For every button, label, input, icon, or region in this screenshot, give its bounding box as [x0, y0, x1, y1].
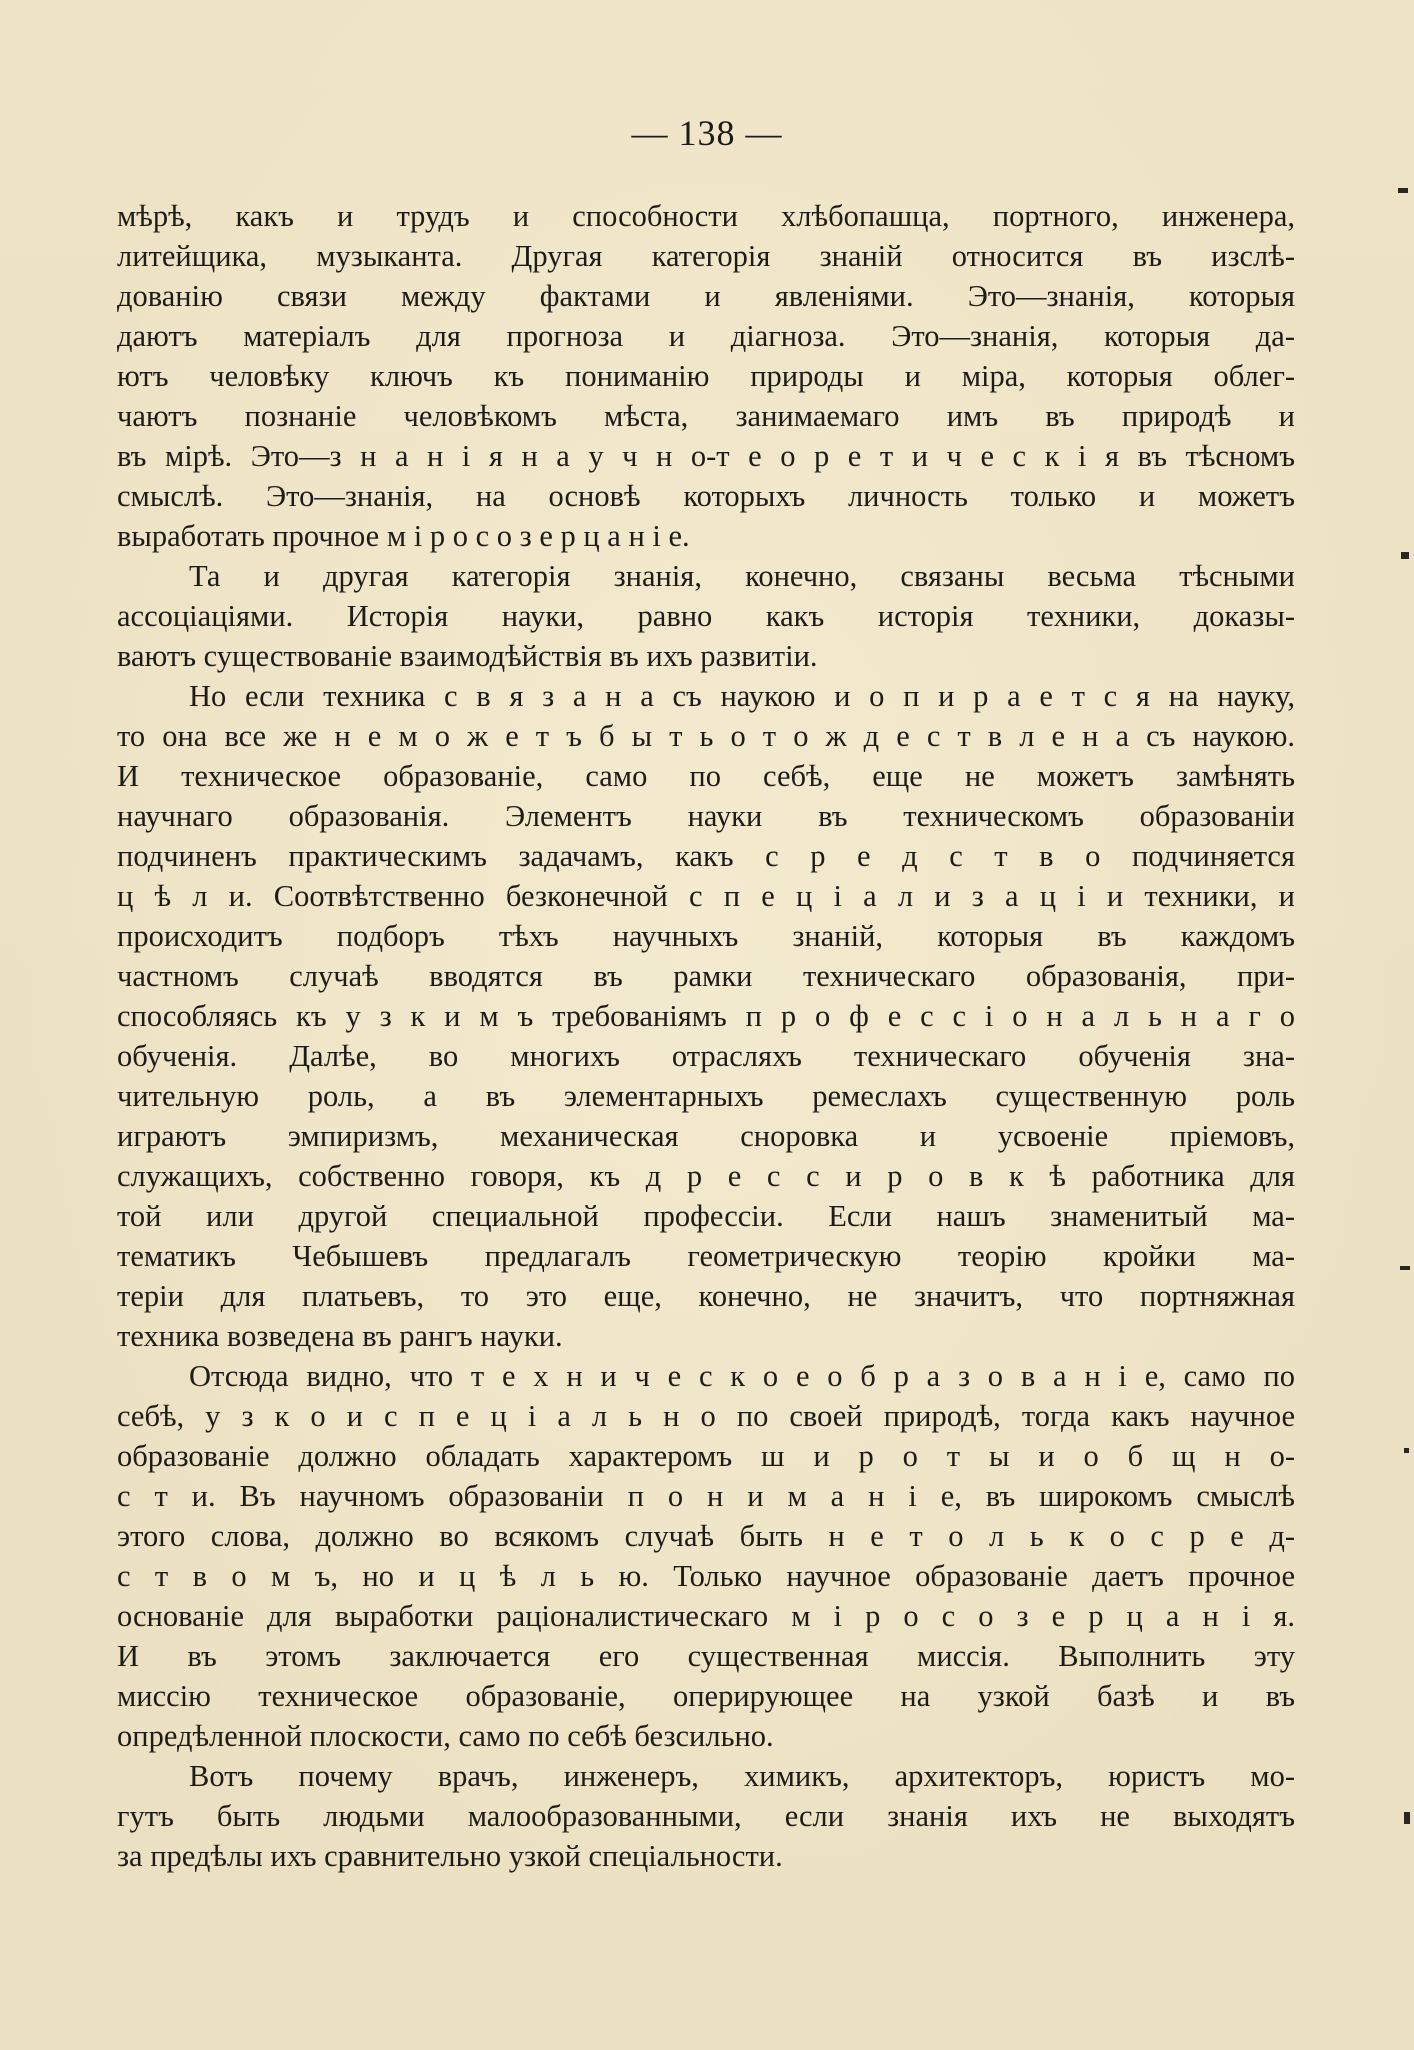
text-line: техника возведена въ рангъ науки. — [117, 1319, 563, 1353]
text-line: Вотъ почему врачъ, инженеръ, химикъ, архитекторъ, юристъ мо- — [189, 1759, 1295, 1793]
text-line: дованію связи между фактами и явленіями. Это—знанія, которыя — [117, 279, 1295, 313]
text-line: смыслѣ. Это—знанія, на основѣ которыхъ личность только и можетъ — [117, 479, 1295, 513]
text-line: литейщика, музыканта. Другая категорія знаній относится въ изслѣ- — [117, 239, 1295, 273]
text-line: подчиненъ практическимъ задачамъ, какъ с р е д с т в о подчиняется — [117, 839, 1295, 873]
text-line: за предѣлы ихъ сравнительно узкой спеціальности. — [117, 1839, 783, 1873]
text-line: частномъ случаѣ вводятся въ рамки техническаго образованія, при- — [117, 959, 1295, 993]
text-line: И техническое образованіе, само по себѣ, еще не можетъ замѣнять — [117, 759, 1295, 793]
text-line: ц ѣ л и. Соотвѣтственно безконечной с п е ц і а л и з а ц і и техники, и — [117, 879, 1295, 913]
text-line: гутъ быть людьми малообразованными, если знанія ихъ не выходятъ — [117, 1799, 1295, 1833]
text-line: образованіе должно обладать характеромъ ш и р о т ы и о б щ н о- — [117, 1439, 1295, 1473]
text-line: чаютъ познаніе человѣкомъ мѣста, занимаемаго имъ въ природѣ и — [117, 399, 1295, 433]
scan-edge-mark — [1401, 552, 1409, 559]
text-line: то она все же н е м о ж е т ъ б ы т ь о т о ж д е с т в л е н а съ наукою. — [117, 719, 1295, 753]
body-text — [117, 196, 1295, 1876]
text-line: въ мірѣ. Это—з н а н і я н а у ч н о-т е о р е т и ч е с к і я въ тѣсномъ — [117, 439, 1295, 473]
text-line: чительную роль, а въ элементарныхъ ремеслахъ существенную роль — [117, 1079, 1295, 1113]
scan-edge-mark — [1404, 1448, 1409, 1453]
text-line: даютъ матеріалъ для прогноза и діагноза. Это—знанія, которыя да- — [117, 319, 1295, 353]
text-line: этого слова, должно во всякомъ случаѣ быть н е т о л ь к о с р е д- — [117, 1519, 1295, 1553]
text-line: Отсюда видно, что т е х н и ч е с к о е о б р а з о в а н і е, само по — [189, 1359, 1295, 1393]
text-line: миссію техническое образованіе, оперирующее на узкой базѣ и въ — [117, 1679, 1295, 1713]
text-line: научнаго образованія. Элементъ науки въ техническомъ образованіи — [117, 799, 1295, 833]
text-line: способляясь къ у з к и м ъ требованіямъ п р о ф е с с і о н а л ь н а г о — [117, 999, 1295, 1033]
text-line: с т в о м ъ, но и ц ѣ л ь ю. Только научное образованіе даетъ прочное — [117, 1559, 1295, 1593]
text-line: себѣ, у з к о и с п е ц і а л ь н о по своей природѣ, тогда какъ научное — [117, 1399, 1295, 1433]
text-line: служащихъ, собственно говоря, къ д р е с с и р о в к ѣ работника для — [117, 1159, 1295, 1193]
scan-edge-mark — [1400, 1266, 1410, 1270]
text-line: основаніе для выработки раціоналистическаго м і р о с о з е р ц а н і я. — [117, 1599, 1295, 1633]
text-line: тематикъ Чебышевъ предлагалъ геометрическую теорію кройки ма- — [117, 1239, 1295, 1273]
text-line: с т и. Въ научномъ образованіи п о н и м а н і е, въ широкомъ смыслѣ — [117, 1479, 1295, 1513]
text-line: играютъ эмпиризмъ, механическая сноровка и усвоеніе пріемовъ, — [117, 1119, 1295, 1153]
text-line: Та и другая категорія знанія, конечно, связаны весьма тѣсными — [189, 559, 1295, 593]
text-line: теріи для платьевъ, то это еще, конечно, не значитъ, что портняжная — [117, 1279, 1295, 1313]
text-line: И въ этомъ заключается его существенная миссія. Выполнить эту — [117, 1639, 1295, 1673]
scan-edge-mark — [1404, 1812, 1410, 1824]
text-line: выработать прочное м і р о с о з е р ц а н і е. — [117, 519, 690, 553]
text-line: происходитъ подборъ тѣхъ научныхъ знаній, которыя въ каждомъ — [117, 919, 1295, 953]
scan-edge-mark — [1398, 188, 1408, 193]
text-line: обученія. Далѣе, во многихъ отрасляхъ техническаго обученія зна- — [117, 1039, 1295, 1073]
text-line: ваютъ существованіе взаимодѣйствія въ ихъ развитіи. — [117, 639, 818, 673]
text-line: ассоціаціями. Исторія науки, равно какъ исторія техники, доказы- — [117, 599, 1295, 633]
page-number: — 138 — — [631, 113, 783, 153]
text-line: мѣрѣ, какъ и трудъ и способности хлѣбопашца, портного, инженера, — [117, 199, 1295, 233]
text-line: Но если техника с в я з а н а съ наукою и о п и р а е т с я на науку, — [189, 679, 1295, 713]
text-line: ютъ человѣку ключъ къ пониманію природы и міра, которыя облег- — [117, 359, 1295, 393]
text-line: той или другой специальной профессіи. Если нашъ знаменитый ма- — [117, 1199, 1295, 1233]
text-line: опредѣленной плоскости, само по себѣ безсильно. — [117, 1719, 774, 1753]
